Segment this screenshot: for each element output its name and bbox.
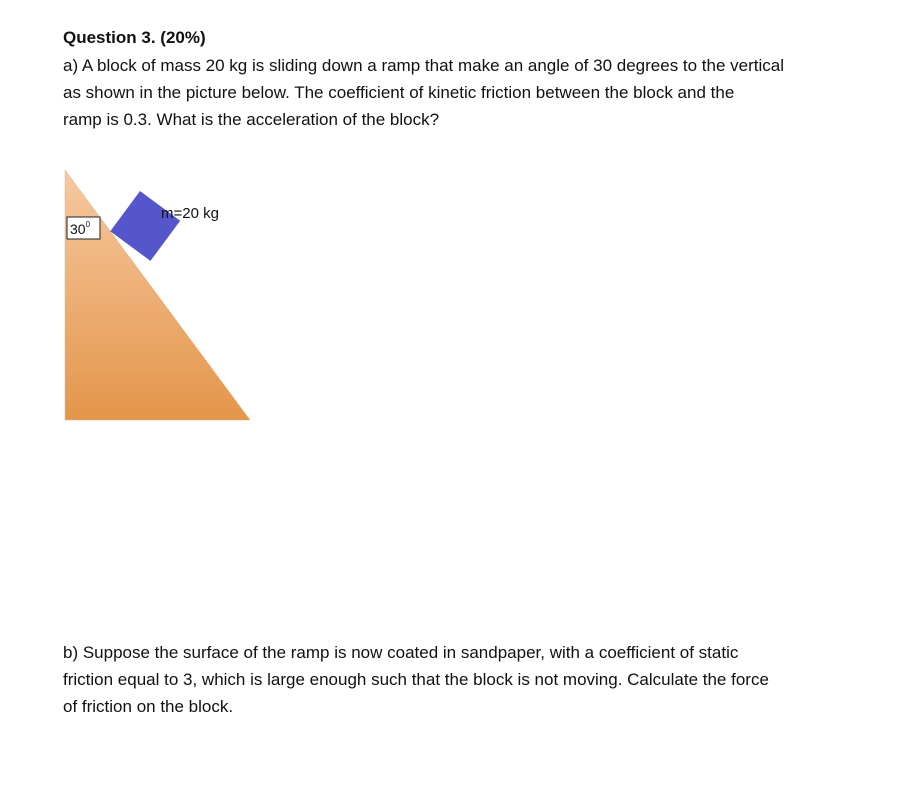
question-title: Question 3. (20%) xyxy=(63,28,206,47)
part-a-text xyxy=(63,52,863,133)
angle-degree-mark: 0 xyxy=(85,220,91,229)
ramp-figure xyxy=(55,160,265,435)
part-b-line-2: friction equal to 3, which is large enough such that the block is not moving. Calculate the force xyxy=(63,670,769,689)
angle-value: 30 xyxy=(70,221,86,237)
part-b-line-1: b) Suppose the surface of the ramp is now coated in sandpaper, with a coefficient of static xyxy=(63,643,739,662)
ramp-diagram xyxy=(55,160,265,435)
part-a-line-1: a) A block of mass 20 kg is sliding down a ramp that make an angle of 30 degrees to the vertical xyxy=(63,56,785,75)
part-b-text xyxy=(63,639,863,720)
part-a-line-3: ramp is 0.3. What is the acceleration of the block? xyxy=(63,110,440,129)
mass-label: m=20 kg xyxy=(161,205,219,222)
part-a-line-2: as shown in the picture below. The coefficient of kinetic friction between the block and the xyxy=(63,83,735,102)
part-b-line-3: of friction on the block. xyxy=(63,697,234,716)
